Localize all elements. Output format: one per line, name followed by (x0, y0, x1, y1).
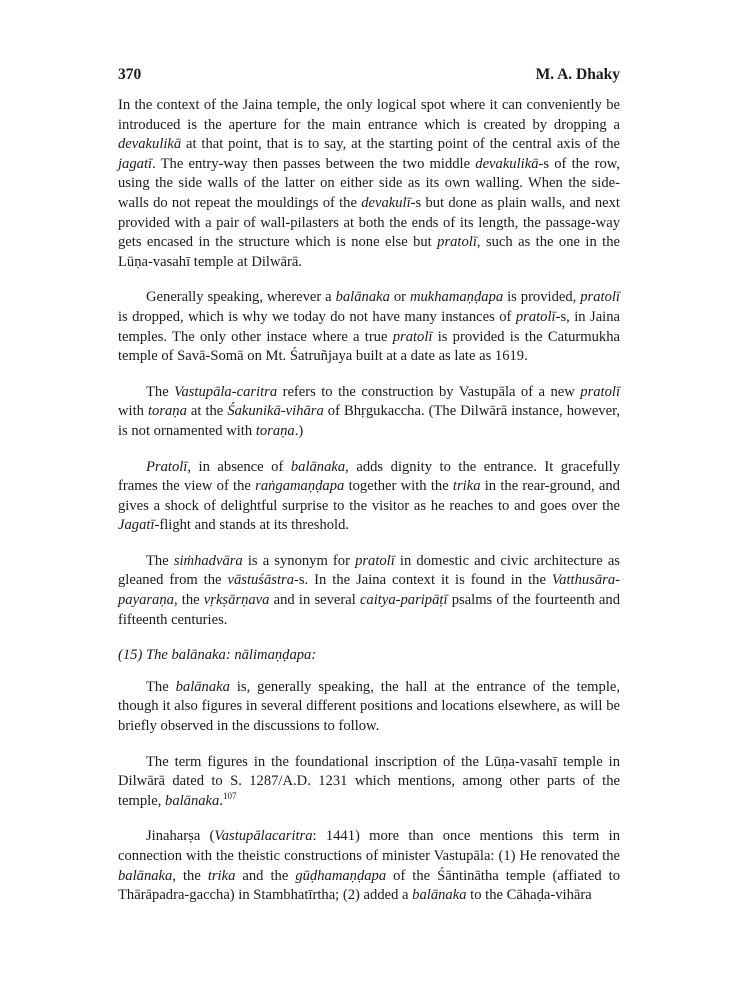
italic-term: balānaka (118, 867, 173, 884)
text-run: or (389, 289, 410, 306)
italic-term: pratolī (355, 552, 395, 569)
italic-term: Jagatī (118, 517, 155, 534)
paragraph (118, 552, 620, 630)
text-run: , such as the one in the Lūṇa-vasahī temple at Dilwārā. (118, 234, 620, 270)
italic-term: balānaka (175, 678, 230, 695)
text-run: Jinaharṣa ( (146, 828, 215, 845)
italic-term: (15) The balānaka: nālimaṇḍapa: (118, 647, 317, 664)
text-run: in domestic and civic architecture as gleaned from the (118, 552, 620, 589)
text-run: , in absence of (187, 458, 291, 475)
italic-term: devakulikā (475, 155, 539, 172)
paragraph (118, 383, 620, 442)
italic-term: balānaka (290, 458, 346, 475)
text-run: The (146, 678, 176, 695)
text-run: .) (294, 422, 304, 439)
italic-term: mukhamaṇḍapa (409, 289, 504, 306)
italic-term: caitya-paripāṭī (359, 592, 448, 609)
paragraph (118, 288, 620, 366)
text-run: is provided is the Caturmukha temple of Savā-Somā on Mt. Śatruñjaya built at a date as late as 1619. (118, 328, 621, 365)
text-run: in the rear-ground, and gives a shock of delightful surprise to the visitor as he reaches to and goes over the (118, 478, 620, 514)
italic-term: Vastupālacaritra (214, 828, 313, 845)
italic-term: Śakunikā-vihāra (227, 403, 324, 420)
text-run: with (118, 403, 148, 420)
text-run: is, generally speaking, the hall at the entrance of the temple, though it also figures in several different positions and locations elsewhere, as will be briefly observed in the discussions to follow. (118, 678, 620, 735)
text-run: The (146, 552, 174, 569)
text-run: . The entry-way then passes between the two middle (152, 155, 476, 172)
italic-term: balānaka (335, 289, 390, 306)
text-run: psalms of the fourteenth and fifteenth centuries. (118, 592, 620, 628)
italic-term: pratolī (392, 328, 433, 345)
running-header (118, 66, 620, 88)
italic-term: pratolī (580, 289, 620, 306)
italic-term: balānaka (412, 887, 467, 904)
text-run: , the (173, 592, 204, 609)
italic-term: pratolī (437, 234, 477, 251)
italic-term: pratolī (580, 383, 620, 400)
running-head-author: M. A. Dhaky (535, 66, 620, 83)
footnote-ref: 107 (223, 790, 237, 801)
text-run: to the Cāhaḍa-vihāra (466, 887, 592, 904)
italic-term: toraṇa (147, 403, 187, 420)
italic-term: siṁhadvāra (173, 552, 243, 569)
text-run: is a synonym for (242, 552, 356, 569)
text-run: together with the (344, 478, 453, 495)
text-run: of Bhṛgukaccha. (The Dilwārā instance, however, is not ornamented with (118, 403, 620, 439)
italic-term: Vastupāla-caritra (174, 383, 278, 400)
text-run: -s but done as plain walls, and next provided with a pair of wall-pilasters at both the ends of its length, the passage-way gets encased in the structure which is none else but (118, 194, 620, 251)
text-run: Generally speaking, wherever a (146, 289, 336, 306)
text-run: -s, in Jaina temples. The only other instace where a true (118, 308, 620, 345)
text-run: , the (172, 867, 208, 884)
italic-term: trika (207, 867, 236, 884)
text-run: at the (186, 403, 228, 420)
text-run: -s of the row, using the side walls of the latter on either side as its own walling. When the side-walls do not repeat the mouldings of the (118, 155, 620, 211)
text-run: -flight and stands at its threshold. (154, 517, 350, 534)
italic-term: devakulī (361, 194, 411, 211)
italic-term: pratolī (515, 308, 556, 325)
body-text (118, 96, 620, 922)
paragraph (118, 458, 620, 536)
italic-term: balānaka (165, 792, 220, 809)
text-run: and in several (269, 592, 360, 609)
italic-term: raṅgamaṇḍapa (255, 478, 345, 495)
text-run: In the context of the Jaina temple, the only logical spot where it can conveniently be introduced is the aperture for the main entrance which is created by dropping a (118, 97, 620, 133)
paragraph (118, 96, 620, 272)
italic-term: vṛkṣārṇava (203, 592, 270, 609)
text-run: is provided, (503, 289, 581, 306)
paragraph (118, 827, 620, 905)
paragraph (118, 678, 620, 737)
italic-term: Vatthusāra-payaraṇa (118, 572, 620, 609)
italic-term: Pratolī (146, 458, 188, 475)
text-run: refers to the construction by Vastupāla of a new (277, 383, 581, 400)
text-run: : 1441) more than once mentions this term in connection with the theistic constructions of minister Vastupāla: (1) He renovated the (118, 828, 621, 864)
italic-term: devakulikā (118, 136, 182, 153)
italic-term: trika (452, 478, 481, 495)
text-run: is dropped, which is why we today do not have many instances of (118, 308, 516, 325)
section-heading (118, 646, 620, 666)
text-run: , adds dignity to the entrance. It gracefully frames the view of the (118, 458, 620, 495)
text-run: of the Śāntinātha temple (affiated to Thārāpadra-gaccha) in Stambhatīrtha; (2) added a (118, 867, 620, 904)
text-run: The (146, 383, 175, 400)
paragraph (118, 753, 620, 812)
italic-term: gūḍhamaṇḍapa (295, 867, 387, 884)
text-run: and the (235, 867, 296, 884)
italic-term: jagatī (118, 155, 153, 172)
text-run: . (219, 792, 223, 809)
text-run: -s. In the Jaina context it is found in the (294, 572, 552, 589)
italic-term: toraṇa (255, 422, 295, 439)
text-run: at that point, that is to say, at the starting point of the central axis of the (181, 136, 620, 153)
text-run: The term figures in the foundational inscription of the Lūṇa-vasahī temple in Dilwārā dated to S. 1287/A.D. 1231 which mentions, among other parts of the temple, (118, 753, 620, 809)
page-number: 370 (118, 66, 142, 83)
italic-term: vāstuśāstra (227, 572, 294, 589)
